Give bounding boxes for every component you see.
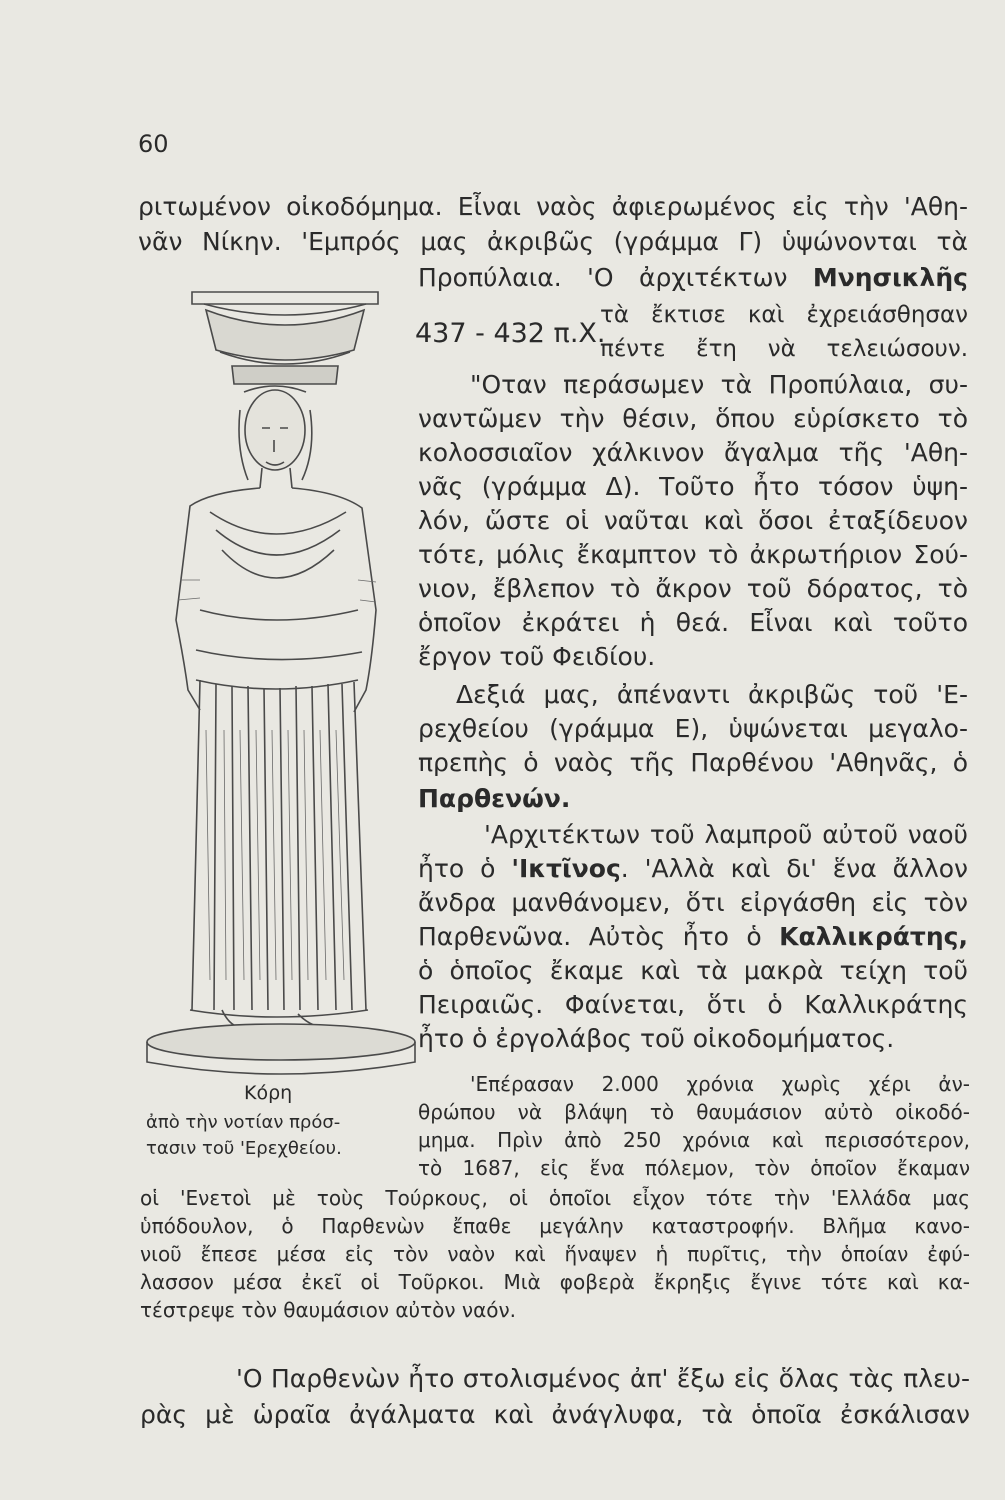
text-line: νᾶς (γράμμα Δ). Τοῦτο ἦτο τόσον ὑψη- [418, 472, 968, 501]
text-line: νιοῦ ἔπεσε μέσα εἰς τὸν ναὸν καὶ ἥναψεν ἡ πυρῖτις, τὴν ὁποίαν ἐφύ- [140, 1242, 970, 1266]
text-line: ἄνδρα μανθάνομεν, ὅτι εἰργάσθη εἰς τὸν [418, 888, 968, 917]
text-line: πρεπὴς ὁ ναὸς τῆς Παρθένου 'Αθηνᾶς, ὁ [418, 748, 968, 777]
text-line: Προπύλαια. 'Ο ἀρχιτέκτων Μνησικλῆς [418, 263, 968, 292]
date-label: 437 - 432 π.Χ. [415, 318, 606, 349]
text-line: λόν, ὥστε οἱ ναῦται καὶ ὅσοι ἐταξίδευον [418, 506, 968, 535]
text-line: ὁποῖον ἐκράτει ἡ θεά. Εἶναι καὶ τοῦτο [418, 608, 968, 637]
text-line: ἦτο ὁ 'Ικτῖνος. 'Αλλὰ καὶ δι' ἕνα ἄλλον [418, 854, 968, 883]
text-line: θρώπου νὰ βλάψη τὸ θαυμάσιον αὐτὸ οἰκοδό- [418, 1100, 970, 1124]
text-line: 'Αρχιτέκτων τοῦ λαμπροῦ αὐτοῦ ναοῦ [484, 820, 968, 849]
text-line: "Οταν περάσωμεν τὰ Προπύλαια, συ- [470, 370, 968, 399]
text-line: λασσον μέσα ἐκεῖ οἱ Τοῦρκοι. Μιὰ φοβερὰ ἔκρηξις ἔγινε τότε καὶ κα- [140, 1270, 970, 1294]
caption-title: Κόρη [244, 1082, 293, 1104]
text-line: ριτωμένον οἰκοδόμημα. Εἶναι ναὸς ἀφιερωμένος εἰς τὴν 'Αθη- [138, 192, 968, 221]
text-line: ἦτο ὁ ἐργολάβος τοῦ οἰκοδομήματος. [418, 1024, 895, 1053]
text-line: τέστρεψε τὸν θαυμάσιον αὐτὸν ναόν. [140, 1298, 517, 1322]
caption-line: ἀπὸ τὴν νοτίαν πρόσ- [146, 1112, 341, 1133]
text-line: ὁ ὁποῖος ἔκαμε καὶ τὰ μακρὰ τείχη τοῦ [418, 956, 968, 985]
text-line: νᾶν Νίκην. 'Εμπρός μας ἀκριβῶς (γράμμα Γ) ὑψώνονται τὰ [138, 227, 968, 256]
text-line: Δεξιά μας, ἀπέναντι ἀκριβῶς τοῦ 'Ε- [456, 680, 968, 709]
caption-line: τασιν τοῦ 'Ερεχθείου. [146, 1138, 342, 1159]
kore-statue-illustration [140, 280, 422, 1080]
text-line: 'Ο Παρθενὼν ἦτο στολισμένος ἀπ' ἔξω εἰς ὅλας τὰς πλευ- [236, 1364, 970, 1393]
text-line: πέντε ἔτη νὰ τελειώσουν. [600, 336, 968, 362]
text-line: τότε, μόλις ἔκαμπτον τὸ ἀκρωτήριον Σού- [418, 540, 968, 569]
text-line: ναντῶμεν τὴν θέσιν, ὅπου εὑρίσκετο τὸ [418, 404, 968, 433]
text-line: νιον, ἔβλεπον τὸ ἄκρον τοῦ δόρατος, τὸ [418, 574, 968, 603]
architect-name-iktinos: 'Ικτῖνος [511, 854, 621, 883]
text-line: κολοσσιαῖον χάλκινον ἄγαλμα τῆς 'Αθη- [418, 438, 968, 467]
architect-name-mnesicles: Μνησικλῆς [812, 263, 968, 292]
text-line: μημα. Πρὶν ἀπὸ 250 χρόνια καὶ περισσότερον, [418, 1128, 970, 1152]
text-line: Πειραιῶς. Φαίνεται, ὅτι ὁ Καλλικράτης [418, 990, 968, 1019]
text-line: ὑπόδουλον, ὁ Παρθενὼν ἔπαθε μεγάλην καταστροφήν. Βλῆμα κανο- [140, 1214, 970, 1238]
text-line: ρὰς μὲ ὡραῖα ἀγάλματα καὶ ἀνάγλυφα, τὰ ὁποῖα ἐσκάλισαν [140, 1400, 970, 1429]
text-line: Παρθενῶνα. Αὐτὸς ἦτο ὁ Καλλικράτης, [418, 922, 968, 951]
text-line: 'Επέρασαν 2.000 χρόνια χωρὶς χέρι ἀν- [470, 1072, 970, 1096]
text-line: ἔργον τοῦ Φειδίου. [418, 642, 656, 671]
page-number: 60 [138, 130, 169, 158]
architect-name-kallikratis: Καλλικράτης, [779, 922, 968, 951]
text-line: οἱ 'Ενετοὶ μὲ τοὺς Τούρκους, οἱ ὁποῖοι εἶχον τότε τὴν 'Ελλάδα μας [140, 1186, 970, 1210]
text-line: τὸ 1687, εἰς ἕνα πόλεμον, τὸν ὁποῖον ἔκαμαν [418, 1156, 970, 1180]
parthenon-heading: Παρθενών. [418, 784, 571, 813]
text-line: ρεχθείου (γράμμα Ε), ὑψώνεται μεγαλο- [418, 714, 968, 743]
text-line: τὰ ἔκτισε καὶ ἐχρειάσθησαν [600, 302, 968, 328]
